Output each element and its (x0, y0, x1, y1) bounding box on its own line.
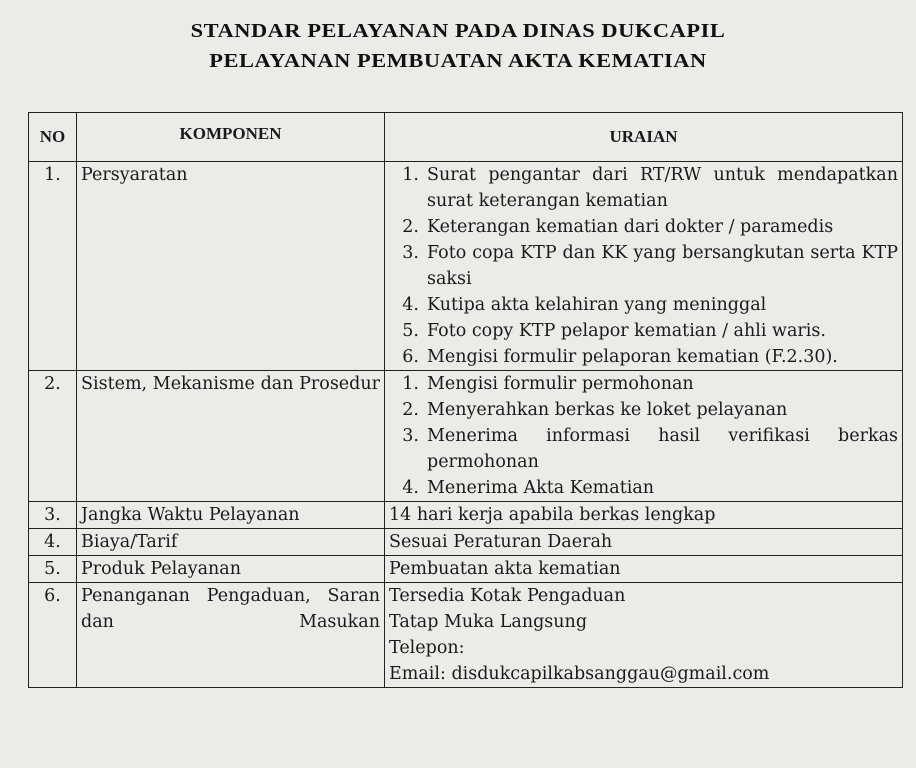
row-number: 5. (29, 556, 77, 583)
table-row (29, 162, 903, 371)
row-komponen: Produk Pelayanan (77, 556, 385, 583)
list-item: 3. Foto copa KTP dan KK yang bersangkutan serta KTP saksi (402, 243, 898, 289)
requirements-list (389, 162, 898, 370)
table-header-row (29, 113, 903, 162)
row-uraian: Pembuatan akta kematian (385, 556, 903, 583)
complaint-channel: Tersedia Kotak Pengaduan (389, 586, 626, 606)
complaint-channel: Telepon: (389, 638, 465, 658)
complaint-channel: Tatap Muka Langsung (389, 612, 588, 632)
table-row (29, 502, 903, 529)
row-komponen: Penanganan Pengaduan, Saran dan Masukan (77, 583, 385, 688)
list-item: 3. Menerima informasi hasil verifikasi berkas permohonan (402, 426, 898, 472)
list-item: 5. Foto copy KTP pelapor kematian / ahli waris. (402, 321, 826, 341)
header-no: NO (29, 113, 77, 162)
row-komponen: Sistem, Mekanisme dan Prosedur (77, 371, 385, 502)
row-number: 3. (29, 502, 77, 529)
table-row (29, 529, 903, 556)
row-number: 4. (29, 529, 77, 556)
row-komponen: Biaya/Tarif (77, 529, 385, 556)
row-number: 6. (29, 583, 77, 688)
list-item: 1. Surat pengantar dari RT/RW untuk mendapatkan surat keterangan kematian (402, 165, 898, 211)
procedure-list (389, 371, 898, 501)
row-uraian (385, 583, 903, 688)
table-row (29, 556, 903, 583)
row-uraian: Sesuai Peraturan Daerah (385, 529, 903, 556)
contact-email: Email: disdukcapilkabsanggau@gmail.com (389, 664, 770, 684)
document-subtitle: PELAYANAN PEMBUATAN AKTA KEMATIAN (209, 50, 707, 72)
table-row (29, 583, 903, 688)
row-number: 2. (29, 371, 77, 502)
service-standard-table (28, 112, 903, 688)
list-item: 4. Kutipa akta kelahiran yang meninggal (402, 295, 767, 315)
table-row (29, 371, 903, 502)
row-uraian: 14 hari kerja apabila berkas lengkap (385, 502, 903, 529)
row-uraian (385, 371, 903, 502)
row-uraian (385, 162, 903, 371)
list-item: 6. Mengisi formulir pelaporan kematian (F.2.30). (402, 347, 838, 367)
header-uraian: URAIAN (385, 113, 903, 162)
row-komponen: Jangka Waktu Pelayanan (77, 502, 385, 529)
document-title: STANDAR PELAYANAN PADA DINAS DUKCAPIL (190, 20, 726, 42)
row-number: 1. (29, 162, 77, 371)
list-item: 2. Keterangan kematian dari dokter / paramedis (402, 217, 834, 237)
list-item: 2. Menyerahkan berkas ke loket pelayanan (402, 400, 788, 420)
row-komponen: Persyaratan (77, 162, 385, 371)
list-item: 4. Menerima Akta Kematian (402, 478, 655, 498)
header-komponen: KOMPONEN (77, 113, 385, 162)
list-item: 1. Mengisi formulir permohonan (402, 374, 694, 394)
